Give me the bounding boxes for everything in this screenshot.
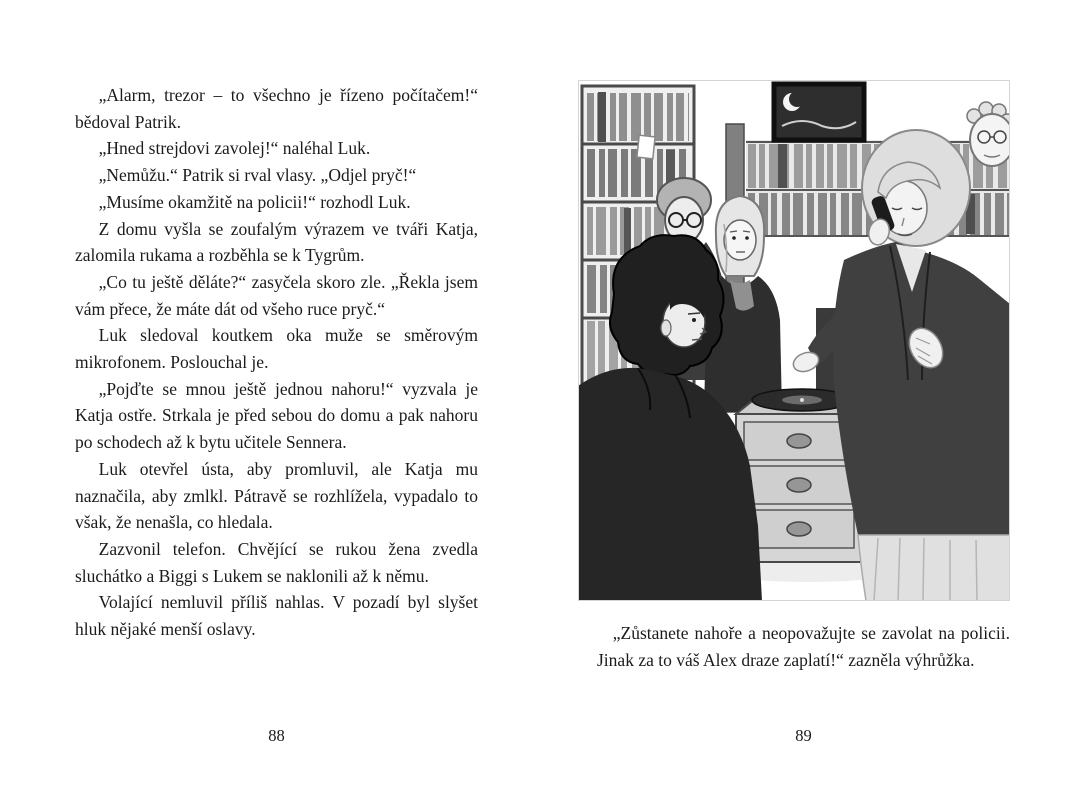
paragraph: Volající nemluvil příliš nahlas. V pozadí byl slyšet hluk nějaké menší oslavy. bbox=[75, 592, 478, 640]
paragraph: „Alarm, trezor – to všechno je řízeno počítačem!“ bědoval Patrik. bbox=[75, 85, 478, 132]
story-illustration bbox=[578, 80, 1010, 601]
paragraph: Luk otevřel ústa, aby promluvil, ale Katja mu naznačila, aby zmlkl. Pátravě se rozhlížela, vypadalo to však, že nenašla, co hledala. bbox=[75, 458, 478, 533]
paragraph: „Co tu ještě děláte?“ zasyčela skoro zle. „Řekla jsem vám přece, že máte dát od všeho ruce pryč.“ bbox=[75, 271, 478, 319]
note-paper-icon bbox=[637, 135, 655, 159]
picture-frame-icon bbox=[774, 84, 864, 140]
paragraph: Z domu vyšla se zoufalým výrazem ve tváři Katja, zalomila rukama a rozběhla se k Tygrům. bbox=[75, 218, 478, 266]
paragraph: „Nemůžu.“ Patrik si rval vlasy. „Odjel pryč!“ bbox=[98, 165, 417, 186]
paragraph: Zazvonil telefon. Chvějící se rukou žena zvedla sluchátko a Biggi s Lukem se naklonili až k němu. bbox=[75, 538, 478, 586]
paragraph: „Hned strejdovi zavolej!“ naléhal Luk. bbox=[98, 138, 371, 159]
caption-paragraph: „Zůstanete nahoře a neopovažujte se zavolat na policii. Jinak za to váš Alex draze zaplatí!“ zazněla výhrůžka. bbox=[597, 623, 1010, 670]
left-page-number: 88 bbox=[268, 726, 285, 745]
paragraph: „Musíme okamžitě na policii!“ rozhodl Luk. bbox=[98, 191, 411, 212]
right-page-number: 89 bbox=[795, 726, 812, 745]
paragraph: Luk sledoval koutkem oka muže se směrovým mikrofonem. Poslouchal je. bbox=[75, 325, 478, 373]
paragraph: „Pojďte se mnou ještě jednou nahoru!“ vyzvala je Katja ostře. Strkala je před sebou do domu a pak nahoru po schodech až k bytu učitele Sennera. bbox=[75, 378, 478, 453]
